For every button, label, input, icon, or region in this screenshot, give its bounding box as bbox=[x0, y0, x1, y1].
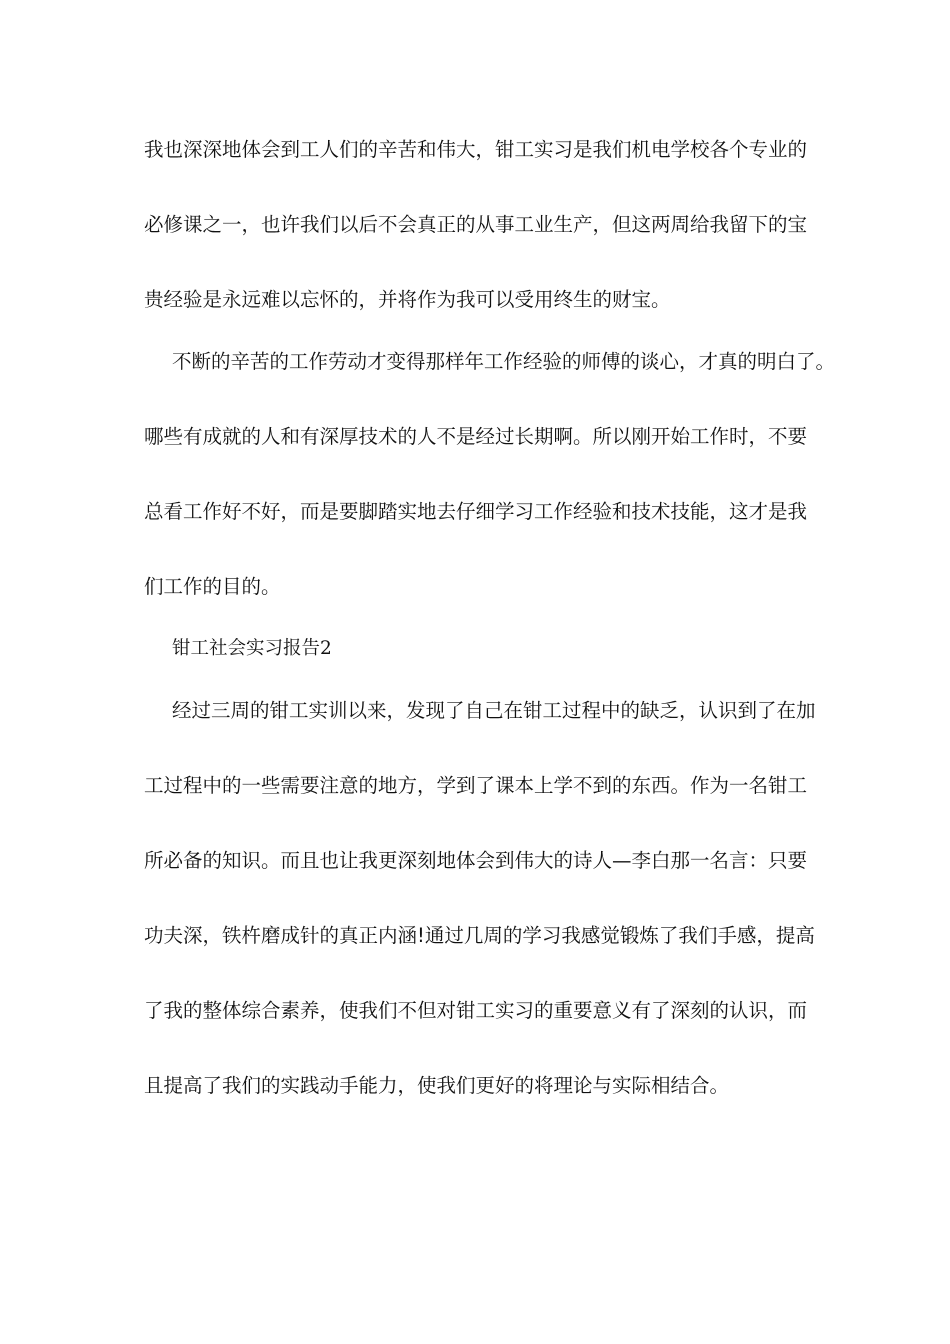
paragraph-first-line: 经过三周的钳工实训以来，发现了自己在钳工过程中的缺乏，认识到了在加 bbox=[172, 699, 816, 722]
text-line: 总看工作好不好，而是要脚踏实地去仔细学习工作经验和技术技能，这才是我 bbox=[144, 500, 808, 523]
text-line: 且提高了我们的实践动手能力，使我们更好的将理论与实际相结合。 bbox=[144, 1074, 730, 1097]
paragraph-first-line: 不断的辛苦的工作劳动才变得那样年工作经验的师傅的谈心，才真的明白了。 bbox=[172, 350, 836, 373]
section-heading: 钳工社会实习报告2 bbox=[172, 638, 332, 659]
text-line: 工过程中的一些需要注意的地方，学到了课本上学不到的东西。作为一名钳工 bbox=[144, 774, 808, 797]
text-line: 功夫深，铁杵磨成针的真正内涵!通过几周的学习我感觉锻炼了我们手感，提高 bbox=[144, 924, 815, 947]
text-line: 哪些有成就的人和有深厚技术的人不是经过长期啊。所以刚开始工作时，不要 bbox=[144, 425, 808, 448]
text-line: 必修课之一，也许我们以后不会真正的从事工业生产，但这两周给我留下的宝 bbox=[144, 213, 808, 236]
text-line: 们工作的目的。 bbox=[144, 575, 281, 598]
text-line: 贵经验是永远难以忘怀的，并将作为我可以受用终生的财宝。 bbox=[144, 288, 671, 311]
text-line: 所必备的知识。而且也让我更深刻地体会到伟大的诗人—李白那一名言：只要 bbox=[144, 849, 808, 872]
text-line: 我也深深地体会到工人们的辛苦和伟大，钳工实习是我们机电学校各个专业的 bbox=[144, 138, 808, 161]
text-line: 了我的整体综合素养，使我们不但对钳工实习的重要意义有了深刻的认识，而 bbox=[144, 999, 808, 1022]
